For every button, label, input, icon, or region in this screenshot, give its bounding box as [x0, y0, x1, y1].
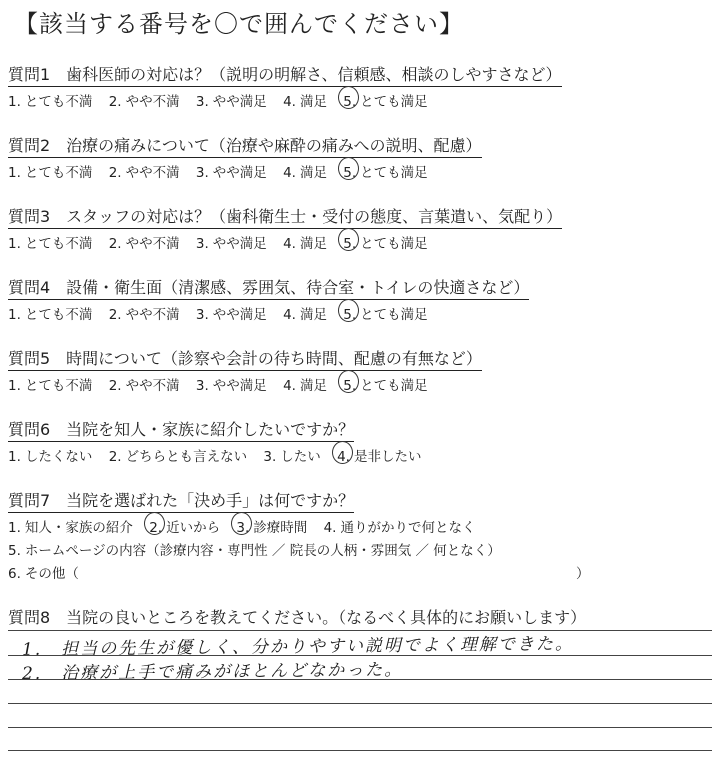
question-6-options: [8, 445, 433, 465]
q6-option-1[interactable]: 1. したくない: [8, 449, 93, 465]
q4-option-1[interactable]: 1. とても不満: [8, 307, 93, 323]
q2-option-3[interactable]: 3. やや満足: [195, 165, 267, 181]
q2-option-4[interactable]: 4. 満足: [283, 165, 327, 181]
question-7-text: 質問7 当院を選ばれた「決め手」は何ですか？: [8, 488, 354, 513]
question-3: [8, 204, 562, 229]
q7-option-3-selected[interactable]: 3. 診療時間: [236, 520, 308, 536]
question-6-text: 質問6 当院を知人・家族に紹介したいですか？: [8, 417, 354, 442]
answer-line-4: [8, 727, 712, 728]
q3-option-1[interactable]: 1. とても不満: [8, 236, 93, 252]
question-3-text: 質問3 スタッフの対応は？（歯科衛生士・受付の態度、言葉遣い、気配り）: [8, 204, 562, 229]
q7-option-6[interactable]: 6. その他（: [8, 566, 79, 582]
question-4-options: [8, 303, 440, 323]
question-6: [8, 417, 354, 442]
q7-option-2-selected[interactable]: 2. 近いから: [149, 520, 221, 536]
q7-option-6-close-paren: ）: [576, 566, 590, 582]
q7-option-1[interactable]: 1. 知人・家族の紹介: [8, 520, 133, 536]
answer-line-2: [8, 679, 712, 680]
q4-option-2[interactable]: 2. やや不満: [108, 307, 180, 323]
q4-option-5-selected[interactable]: 5. とても満足: [343, 307, 428, 323]
question-8-text: 質問8 当院の良いところを教えてください。（なるべく具体的にお願いします）: [8, 608, 587, 627]
question-2-options: [8, 161, 440, 181]
q6-option-4-selected[interactable]: 4. 是非したい: [337, 449, 422, 465]
question-4: [8, 275, 529, 300]
answer-line-3: [8, 703, 712, 704]
q1-option-3[interactable]: 3. やや満足: [195, 94, 267, 110]
q1-option-5-selected[interactable]: 5. とても満足: [343, 94, 428, 110]
question-2-text: 質問2 治療の痛みについて（治療や麻酔の痛みへの説明、配慮）: [8, 133, 482, 158]
q7-option-4[interactable]: 4. 通りがかりで何となく: [323, 520, 476, 536]
q2-option-2[interactable]: 2. やや不満: [108, 165, 180, 181]
question-7-options-row-1: [8, 516, 487, 536]
handwritten-answer-2: 2. 治療が上手で痛みがほとんどなかった。: [21, 660, 404, 684]
q5-option-1[interactable]: 1. とても不満: [8, 378, 93, 394]
handwritten-answer-1: 1. 担当の先生が優しく、分かりやすい説明でよく理解できた。: [21, 634, 575, 660]
question-7-options-row-3: [8, 562, 91, 582]
q1-option-4[interactable]: 4. 満足: [283, 94, 327, 110]
q2-option-5-selected[interactable]: 5. とても満足: [343, 165, 428, 181]
q1-option-2[interactable]: 2. やや不満: [108, 94, 180, 110]
question-4-text: 質問4 設備・衛生面（清潔感、雰囲気、待合室・トイレの快適さなど）: [8, 275, 529, 300]
question-2: [8, 133, 482, 158]
question-5-text: 質問5 時間について（診察や会計の待ち時間、配慮の有無など）: [8, 346, 482, 371]
q5-option-5-selected[interactable]: 5. とても満足: [343, 378, 428, 394]
q6-option-2[interactable]: 2. どちらとも言えない: [108, 449, 248, 465]
q3-option-3[interactable]: 3. やや満足: [195, 236, 267, 252]
answer-line-5: [8, 750, 712, 751]
question-3-options: [8, 232, 440, 252]
q5-option-4[interactable]: 4. 満足: [283, 378, 327, 394]
question-7-options-row-2: [8, 539, 513, 559]
q2-option-1[interactable]: 1. とても不満: [8, 165, 93, 181]
question-5-options: [8, 374, 440, 394]
q4-option-4[interactable]: 4. 満足: [283, 307, 327, 323]
q4-option-3[interactable]: 3. やや満足: [195, 307, 267, 323]
q5-option-3[interactable]: 3. やや満足: [195, 378, 267, 394]
question-7: [8, 488, 354, 513]
q3-option-2[interactable]: 2. やや不満: [108, 236, 180, 252]
form-title: 【該当する番号を〇で囲んでください】: [14, 10, 464, 38]
q7-option-5[interactable]: 5. ホームページの内容（診療内容・専門性 ／ 院長の人柄・雰囲気 ／ 何となく）: [8, 543, 501, 559]
q3-option-4[interactable]: 4. 満足: [283, 236, 327, 252]
question-1-text: 質問1 歯科医師の対応は？（説明の明解さ、信頼感、相談のしやすさなど）: [8, 62, 562, 87]
q3-option-5-selected[interactable]: 5. とても満足: [343, 236, 428, 252]
q5-option-2[interactable]: 2. やや不満: [108, 378, 180, 394]
question-1: [8, 62, 562, 87]
q1-option-1[interactable]: 1. とても不満: [8, 94, 93, 110]
question-5: [8, 346, 482, 371]
q6-option-3[interactable]: 3. したい: [263, 449, 321, 465]
question-8: [8, 605, 586, 628]
question-1-options: [8, 90, 440, 110]
